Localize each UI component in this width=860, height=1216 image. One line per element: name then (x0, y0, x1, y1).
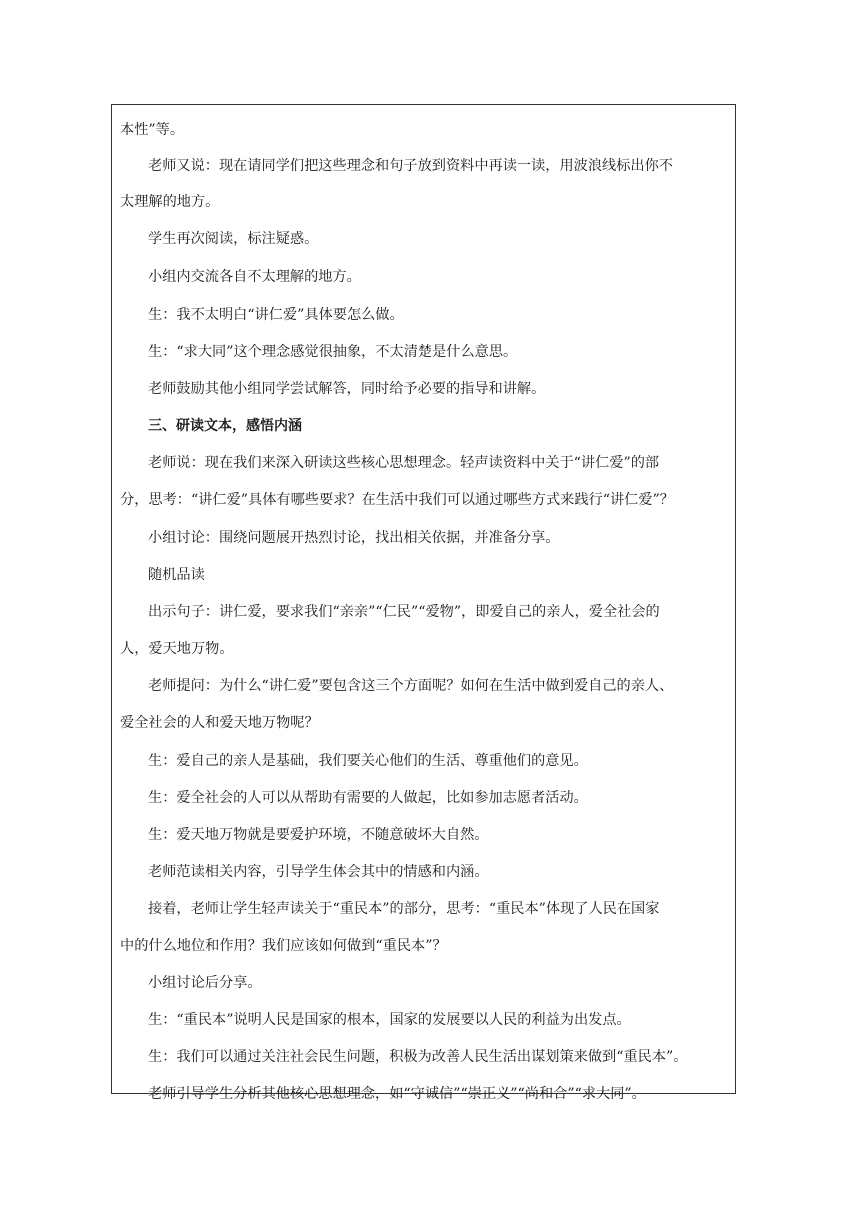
text-line: 爱全社会的人和爱天地万物呢？ (120, 715, 319, 731)
text-line: 生：爱天地万物就是要爱护环境，不随意破坏大自然。 (148, 827, 489, 843)
text-line: 小组讨论：围绕问题展开热烈讨论，找出相关依据，并准备分享。 (148, 530, 560, 546)
text-line: 生：“求大同”这个理念感觉很抽象，不太清楚是什么意思。 (148, 344, 518, 360)
text-line: 老师说：现在我们来深入研读这些核心思想理念。轻声读资料中关于“讲仁爱”的部 (148, 455, 660, 471)
text-line: 老师提问：为什么“讲仁爱”要包含这三个方面呢？如何在生活中做到爱自己的亲人、 (148, 678, 674, 694)
text-line: 太理解的地方。 (120, 194, 220, 210)
text-line: 老师引导学生分析其他核心思想理念，如“守诚信”“崇正义”“尚和合”“求大同”。 (148, 1086, 646, 1102)
text-line: 人，爱天地万物。 (120, 641, 234, 657)
text-line: 分，思考：“讲仁爱”具体有哪些要求？在生活中我们可以通过哪些方式来践行“讲仁爱”？ (120, 492, 674, 508)
text-line: 学生再次阅读，标注疑惑。 (148, 231, 319, 247)
text-line: 随机品读 (148, 567, 205, 583)
text-line: 本性”等。 (120, 122, 185, 138)
text-line: 中的什么地位和作用？我们应该如何做到“重民本”？ (120, 938, 447, 954)
text-line: 生：爱全社会的人可以从帮助有需要的人做起，比如参加志愿者活动。 (148, 790, 588, 806)
text-line: 小组内交流各自不太理解的地方。 (148, 269, 361, 285)
text-line: 老师又说：现在请同学们把这些理念和句子放到资料中再读一读，用波浪线标出你不 (148, 158, 673, 174)
text-line: 小组讨论后分享。 (148, 975, 262, 991)
text-line: 老师范读相关内容，引导学生体会其中的情感和内涵。 (148, 864, 489, 880)
text-line: 生：我们可以通过关注社会民生问题，积极为改善人民生活出谋划策来做到“重民本”。 (148, 1049, 688, 1065)
text-line: 接着，老师让学生轻声读关于“重民本”的部分，思考：“重民本”体现了人民在国家 (148, 901, 660, 917)
text-line: 生：爱自己的亲人是基础，我们要关心他们的生活、尊重他们的意见。 (148, 753, 588, 769)
section-heading: 三、研读文本，感悟内涵 (148, 418, 302, 434)
text-line: 老师鼓励其他小组同学尝试解答，同时给予必要的指导和讲解。 (148, 381, 546, 397)
text-line: 生：“重民本”说明人民是国家的根本，国家的发展要以人民的利益为出发点。 (148, 1012, 631, 1028)
text-line: 出示句子：讲仁爱，要求我们“亲亲”“仁民”“爱物”，即爱自己的亲人，爱全社会的 (148, 604, 660, 620)
text-line: 生：我不太明白“讲仁爱”具体要怎么做。 (148, 307, 404, 323)
